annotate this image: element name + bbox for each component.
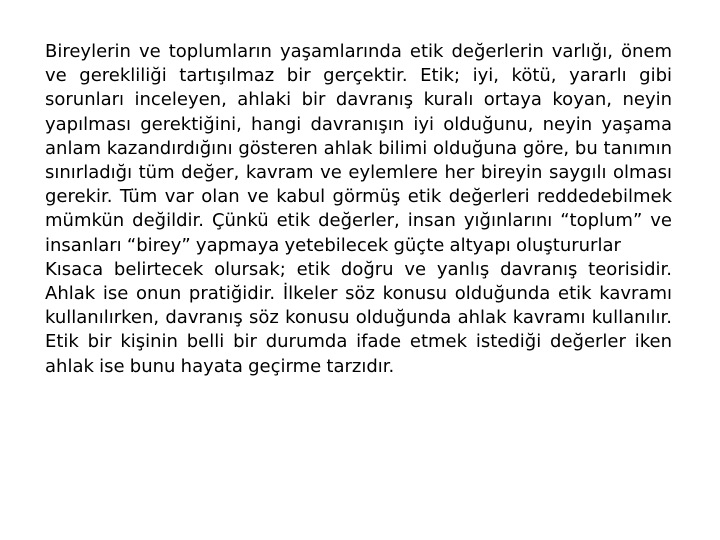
paragraph-2: Kısaca belirtecek olursak; etik doğru ve yanlış davranış teorisidir. Ahlak ise onun pratiğidir. İlkeler söz konusu olduğunda etik kavramı kullanılırken, davranış söz konusu olduğunda ahlak kavramı kullanılır. Etik bir kişinin belli bir durumda ifade etmek istediği değerler iken ahlak ise bunu hayata geçirme tarzıdır.: [45, 258, 672, 377]
paragraph-1: Bireylerin ve toplumların yaşamlarında etik değerlerin varlığı, önem ve gerekliliği tartışılmaz bir gerçektir. Etik; iyi, kötü, yararlı gibi sorunları inceleyen, ahlaki bir davranış kuralı ortaya koyan, neyin yapılması gerektiğini, hangi davranışın iyi olduğunu, neyin yaşama anlam kazandırdığını gösteren ahlak bilimi olduğuna göre, bu tanımın sınırladığı tüm değer, kavram ve eylemlere her bireyin saygılı olması gerekir. Tüm var olan ve kabul görmüş etik değerleri reddedebilmek mümkün değildir. Çünkü etik değerler, insan yığınlarını “toplum” ve insanları “birey” yapmaya yetebilecek güçte altyapı oluştururlar: [45, 41, 672, 256]
text-body: [45, 40, 672, 379]
